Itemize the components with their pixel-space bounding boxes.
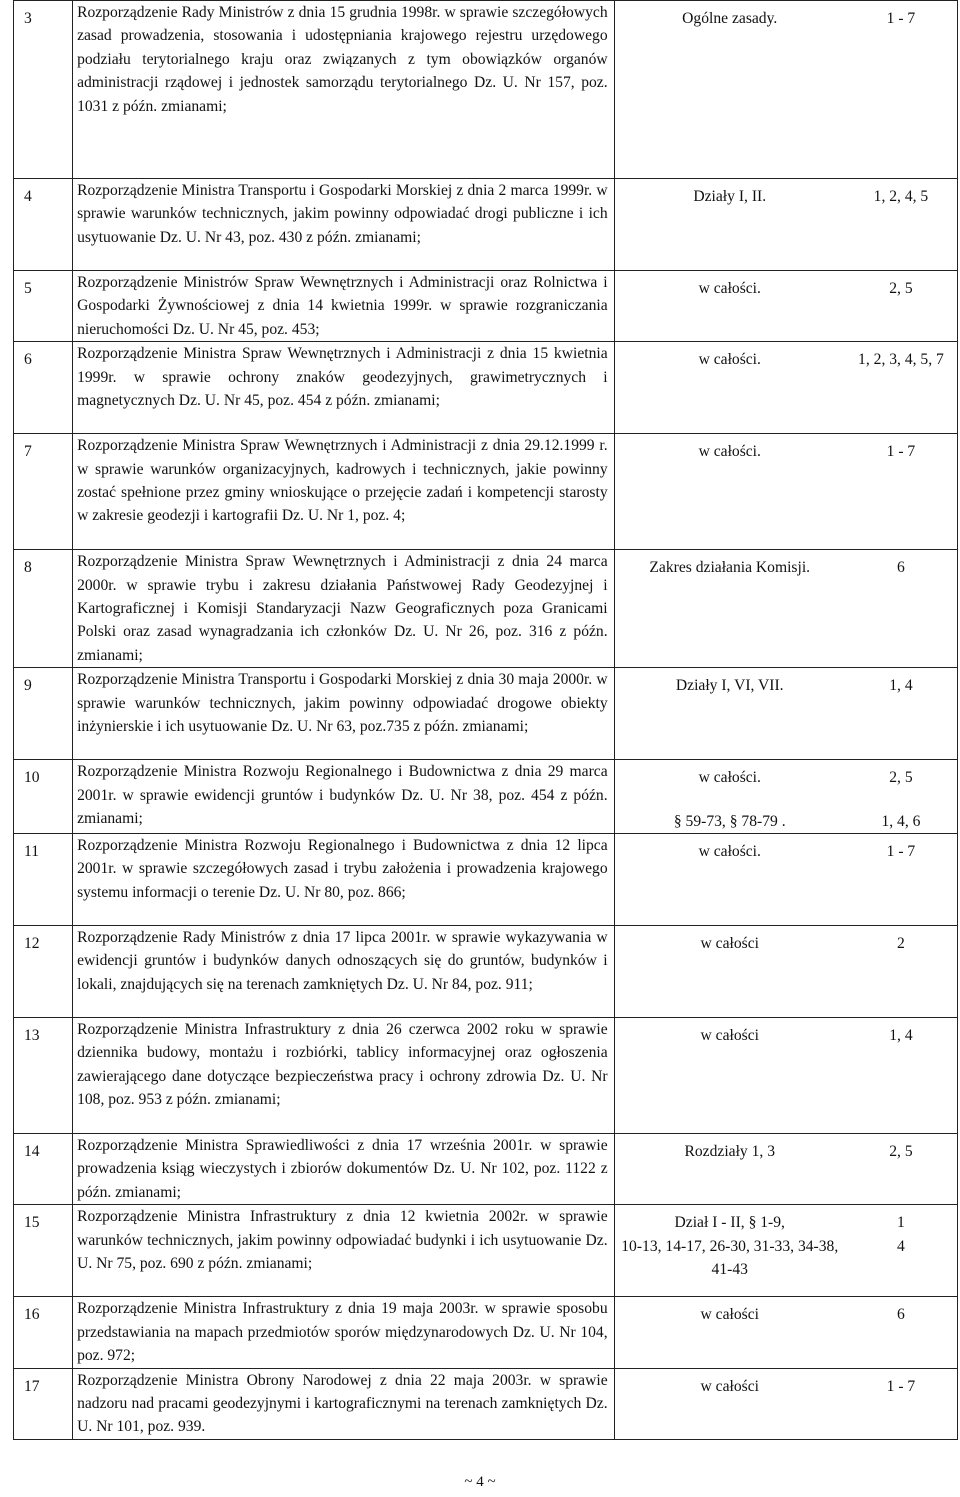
regulations-table [13, 0, 958, 1440]
scope-text: w całości [700, 1377, 759, 1395]
regulation-title: Rozporządzenie Ministra Rozwoju Regionalnego i Budownictwa z dnia 12 lipca 2001r. w sprawie szczegółowych zasad i trybu założenia i prowadzenia krajowego systemu informacji o terenie Dz. U. Nr 80, poz. 866; [73, 834, 615, 926]
scope-cell [614, 926, 845, 1018]
table-row [14, 834, 958, 926]
scope-cell [614, 668, 845, 760]
scope-cell [614, 760, 845, 834]
row-number: 8 [14, 550, 73, 668]
paragraphs-text: 1 - 7 [886, 1377, 916, 1395]
paragraphs-text-2: 4 [897, 1237, 905, 1255]
table-row [14, 760, 958, 834]
regulation-title: Rozporządzenie Ministra Sprawiedliwości z dnia 17 września 2001r. w sprawie prowadzenia ksiąg wieczystych i zbiorów dokumentów Dz. U. Nr 102, poz. 1122 z późn. zmianami; [73, 1134, 615, 1205]
regulation-title: Rozporządzenie Rady Ministrów z dnia 15 grudnia 1998r. w sprawie szczegółowych zasad prowadzenia, stosowania i udostępniania krajowego rejestru urzędowego podziału terytorialnego kraju oraz związanych z tym obowiązków organów administracji rządowej i jednostek samorządu terytorialnego Dz. U. Nr 157, poz. 1031 z późn. zmianami; [73, 1, 615, 179]
table-row [14, 550, 958, 668]
paragraphs-cell [845, 1018, 958, 1134]
row-number: 14 [14, 1134, 73, 1205]
scope-text: w całości. [698, 443, 761, 461]
row-number: 6 [14, 342, 73, 434]
paragraphs-cell [845, 760, 958, 834]
paragraphs-text: 1, 4 [889, 1027, 913, 1045]
paragraphs-cell [845, 926, 958, 1018]
scope-text-2: 10-13, 14-17, 26-30, 31-33, 34-38, 41-43 [621, 1237, 839, 1279]
paragraphs-text: 1, 2, 4, 5 [873, 188, 929, 205]
row-number: 9 [14, 668, 73, 760]
table-row [14, 1, 958, 179]
scope-cell [614, 1368, 845, 1439]
scope-text: Zakres działania Komisji. [649, 559, 811, 577]
row-number: 3 [14, 1, 73, 179]
scope-cell [614, 1297, 845, 1368]
paragraphs-text: 2, 5 [889, 769, 913, 787]
paragraphs-text: 1 [897, 1214, 905, 1232]
paragraphs-text: 6 [897, 559, 905, 577]
paragraphs-text-2: 1, 4, 6 [881, 812, 921, 830]
table-row [14, 1018, 958, 1134]
regulation-title: Rozporządzenie Ministra Obrony Narodowej z dnia 22 maja 2003r. w sprawie nadzoru nad pracami geodezyjnymi i kartograficznymi na terenach zamkniętych Dz. U. Nr 101, poz. 939. [73, 1368, 615, 1439]
paragraphs-text: 2 [897, 935, 905, 953]
scope-cell [614, 1134, 845, 1205]
scope-text: Działy I, VI, VII. [675, 677, 784, 695]
paragraphs-cell [845, 668, 958, 760]
paragraphs-text: 1 - 7 [886, 443, 916, 461]
regulation-title: Rozporządzenie Ministra Spraw Wewnętrznych i Administracji z dnia 15 kwietnia 1999r. w sprawie ochrony znaków geodezyjnych, grawimetrycznych i magnetycznych Dz. U. Nr 45, poz. 454 z późn. zmianami; [73, 342, 615, 434]
scope-cell [614, 1, 845, 179]
regulation-title: Rozporządzenie Ministra Infrastruktury z dnia 19 maja 2003r. w sprawie sposobu przedstawiania na mapach przedmiotów sporów międzynarodowych Dz. U. Nr 104, poz. 972; [73, 1297, 615, 1368]
regulation-title: Rozporządzenie Ministra Rozwoju Regionalnego i Budownictwa z dnia 29 marca 2001r. w sprawie ewidencji gruntów i budynków Dz. U. Nr 38, poz. 454 z późn. zmianami; [73, 760, 615, 834]
scope-cell [614, 834, 845, 926]
paragraphs-cell [845, 1297, 958, 1368]
paragraphs-cell [845, 271, 958, 342]
paragraphs-cell [845, 550, 958, 668]
paragraphs-cell [845, 1205, 958, 1297]
row-number: 4 [14, 179, 73, 271]
scope-cell [614, 179, 845, 271]
page-number: ~ 4 ~ [464, 1474, 496, 1490]
paragraphs-text: 1 - 7 [886, 10, 916, 27]
table-row [14, 1134, 958, 1205]
paragraphs-text: 1, 4 [889, 677, 913, 695]
paragraphs-cell [845, 834, 958, 926]
scope-text: Ogólne zasady. [682, 10, 778, 27]
paragraphs-text: 2, 5 [889, 280, 913, 297]
regulation-title: Rozporządzenie Ministra Transportu i Gospodarki Morskiej z dnia 30 maja 2000r. w sprawie warunków technicznych, jakim powinny odpowiadać drogowe obiekty inżynierskie i ich usytuowanie Dz. U. Nr 63, poz.735 z późn. zmianami; [73, 668, 615, 760]
row-number: 11 [14, 834, 73, 926]
scope-text: w całości [700, 1027, 759, 1045]
regulation-title: Rozporządzenie Ministra Transportu i Gospodarki Morskiej z dnia 2 marca 1999r. w sprawie warunków technicznych, jakim powinny odpowiadać drogi publiczne i ich usytuowanie Dz. U. Nr 43, poz. 430 z późn. zmianami; [73, 179, 615, 271]
regulation-title: Rozporządzenie Ministra Spraw Wewnętrznych i Administracji z dnia 29.12.1999 r. w sprawie warunków organizacyjnych, kadrowych i technicznych, jakie powinny zostać spełnione przez gminy wnioskujące o przejęcie zadań i kompetencji starosty w zakresie geodezji i kartografii Dz. U. Nr 1, poz. 4; [73, 434, 615, 550]
row-number: 13 [14, 1018, 73, 1134]
regulation-title: Rozporządzenie Ministrów Spraw Wewnętrznych i Administracji oraz Rolnictwa i Gospodarki Żywnościowej z dnia 14 kwietnia 1999r. w sprawie rozgraniczania nieruchomości Dz. U. Nr 45, poz. 453; [73, 271, 615, 342]
scope-text: Dział I - II, § 1-9, [674, 1214, 785, 1232]
scope-text: w całości. [698, 351, 761, 369]
paragraphs-text: 1 - 7 [886, 843, 916, 861]
paragraphs-text: 1, 2, 3, 4, 5, 7 [858, 351, 944, 369]
row-number: 10 [14, 760, 73, 834]
table-row [14, 668, 958, 760]
scope-cell [614, 550, 845, 668]
scope-cell [614, 1018, 845, 1134]
regulation-title: Rozporządzenie Rady Ministrów z dnia 17 lipca 2001r. w sprawie wykazywania w ewidencji gruntów i budynków danych odnoszących się do gruntów, budynków i lokali, znajdujących się na terenach zamkniętych Dz. U. Nr 84, poz. 911; [73, 926, 615, 1018]
scope-text: w całości [700, 935, 759, 953]
scope-cell [614, 271, 845, 342]
table-row [14, 179, 958, 271]
scope-cell [614, 342, 845, 434]
row-number: 15 [14, 1205, 73, 1297]
regulation-title: Rozporządzenie Ministra Spraw Wewnętrznych i Administracji z dnia 24 marca 2000r. w sprawie trybu i zakresu działania Państwowej Rady Geodezyjnej i Kartograficznej i Komisji Standaryzacji Nazw Geograficznych poza Granicami Polski oraz zasad wynagradzania ich członków Dz. U. Nr 26, poz. 316 z późn. zmianami; [73, 550, 615, 668]
paragraphs-cell [845, 1134, 958, 1205]
scope-text: Działy I, II. [693, 188, 767, 205]
row-number: 5 [14, 271, 73, 342]
paragraphs-cell [845, 1, 958, 179]
row-number: 7 [14, 434, 73, 550]
table-row [14, 271, 958, 342]
paragraphs-cell [845, 434, 958, 550]
scope-text: w całości. [698, 280, 761, 297]
paragraphs-text: 6 [897, 1306, 905, 1324]
paragraphs-text: 2, 5 [889, 1143, 913, 1161]
paragraphs-cell [845, 179, 958, 271]
table-row [14, 1368, 958, 1439]
paragraphs-cell [845, 342, 958, 434]
scope-text: w całości [700, 1306, 759, 1324]
table-row [14, 434, 958, 550]
scope-text: Rozdziały 1, 3 [684, 1143, 775, 1161]
table-row [14, 1297, 958, 1368]
table-row [14, 342, 958, 434]
regulation-title: Rozporządzenie Ministra Infrastruktury z dnia 26 czerwca 2002 roku w sprawie dziennika budowy, montażu i rozbiórki, tablicy informacyjnej oraz ogłoszenia zawierającego dane dotyczące bezpieczeństwa pracy i ochrony zdrowia Dz. U. Nr 108, poz. 953 z późn. zmianami; [73, 1018, 615, 1134]
scope-text-2: § 59-73, § 78-79 . [673, 812, 786, 830]
regulation-title: Rozporządzenie Ministra Infrastruktury z dnia 12 kwietnia 2002r. w sprawie warunków technicznych, jakim powinny odpowiadać budynki i ich usytuowanie Dz. U. Nr 75, poz. 690 z późn. zmianami; [73, 1205, 615, 1297]
table-row [14, 1205, 958, 1297]
paragraphs-cell [845, 1368, 958, 1439]
scope-text: w całości. [698, 843, 761, 861]
scope-cell [614, 1205, 845, 1297]
table-row [14, 926, 958, 1018]
scope-cell [614, 434, 845, 550]
row-number: 12 [14, 926, 73, 1018]
scope-text: w całości. [698, 769, 761, 787]
row-number: 16 [14, 1297, 73, 1368]
row-number: 17 [14, 1368, 73, 1439]
